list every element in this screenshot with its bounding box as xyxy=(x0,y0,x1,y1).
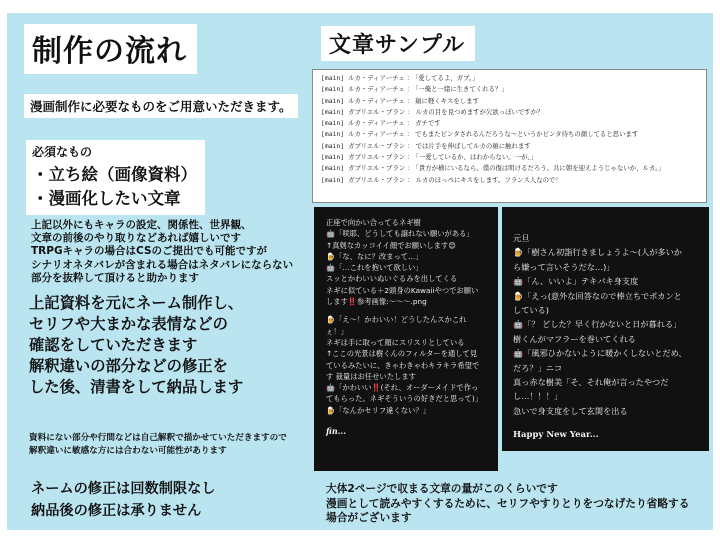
log-text: でもまたピンタされるんだろうな〜というかピンタ待ちの顔してると思います xyxy=(415,130,639,139)
log-speaker: ガブリエル・ブラン xyxy=(348,141,406,150)
requirements-box xyxy=(26,140,205,215)
note-line: 大体2ページで収まる文章の量がこのくらいです xyxy=(326,482,558,495)
story-left-signoff: fin... xyxy=(326,426,346,437)
log-line: [main] ガブリエル・ブラン ： 「貴方が横にいるなら、僕の復は明けるだろう。共に朝を迎えようじゃないか、ルカ。」 xyxy=(321,164,665,173)
additional-info-note xyxy=(31,219,293,285)
note-line: TRPGキャラの場合はCSのご提出でも可能ですが xyxy=(31,245,268,258)
story-line: 真っ赤な樹美「そ、それ俺が言ったやつだ xyxy=(513,377,669,388)
text-sample-title: 文章サンプル xyxy=(321,26,475,61)
story-line: ネギに似ている＋2頭身のKawaiiやつでお願い xyxy=(326,285,479,295)
story-sample-left xyxy=(314,207,498,471)
policy-line: ネームの修正は回数制限なし xyxy=(31,481,216,497)
log-speaker: ガブリエル・ブラン xyxy=(348,164,406,173)
story-line: てもらった。ネギそういうの好きだと思って)」 xyxy=(326,394,483,404)
story-line: 正座で向かい合ってるネギ樹 xyxy=(326,218,421,227)
note-line: 資料にない部分や行間などは自己解釈で描かせていただきますので xyxy=(29,433,287,443)
story-line: ているみたいに、きゃわきゃわキラキラ希望で xyxy=(326,360,480,370)
story-line: す 裁量はお任せいたします xyxy=(326,371,416,381)
log-line: [main] ガブリエル・ブラン ： 「一愛しているか、はわからない。一が、」 xyxy=(321,153,538,162)
story-line: 🤖「咲耶、どうしても譲れない願いがある」 xyxy=(326,229,474,239)
log-speaker: ガブリエル・ブラン xyxy=(348,107,406,116)
requirement-item: ・立ち絵（画像資料） xyxy=(32,165,197,184)
story-line: し…！！！」 xyxy=(513,391,563,402)
log-speaker: ガブリエル・ブラン xyxy=(348,175,406,184)
log-speaker: ルカ・ディアーチェ xyxy=(348,85,405,94)
note-line: シナリオネタバレが含まれる場合はネタバレにならない xyxy=(31,258,294,271)
log-tag: [main] xyxy=(321,175,345,184)
log-tag: [main] xyxy=(321,119,345,128)
description-line: 上記資料を元にネーム制作し、 xyxy=(29,294,244,312)
log-line: [main] ガブリエル・ブラン ： ルカの目を見つめますが欠欲っぽいですか？ xyxy=(321,107,544,116)
story-line: 元旦 xyxy=(513,233,530,243)
intro-label: 漫画制作に必要なものをご用意いただきます。 xyxy=(24,94,298,118)
story-line: 🍺「な、なに？改まって…」 xyxy=(326,251,423,261)
story-line: 樹くんがマフラーを巻いてくれる xyxy=(513,333,636,344)
story-line: ↑ここの光景は樹くんのフィルターを通して見 xyxy=(326,349,478,359)
production-flow-title: 制作の流れ xyxy=(24,24,197,74)
story-line: 急いで身支度をして玄関を出る xyxy=(513,405,628,416)
story-lines xyxy=(513,231,701,418)
log-text: 「貴方が横にいるなら、僕の復は明けるだろう。共に朝を迎えようじゃないか、ルカ。」 xyxy=(415,164,665,173)
log-tag: [main] xyxy=(321,85,345,94)
policy-line: 納品後の修正は承りません xyxy=(31,503,202,519)
line-gap xyxy=(326,307,488,314)
note-line: 上記以外にもキャラの設定、関係性、世界観、 xyxy=(31,219,252,231)
story-sample-right xyxy=(502,207,709,451)
story-line: ↑真剣なカッコイイ顔でお願いします😊 xyxy=(326,240,456,250)
log-text: ルカの目を見つめますが欠欲っぽいですか？ xyxy=(415,107,544,116)
note-line: 漫画として読みやすくするために、セリフやすりとりをつなげたり省略する xyxy=(326,496,690,510)
story-line: ネギは手に取って顔にスリスリとしている xyxy=(326,337,465,347)
story-line: 🤖「…これを抱いて欲しい」 xyxy=(326,263,423,273)
note-line: 部分を抜粋して頂けると助かります xyxy=(31,271,199,284)
story-line: ら嫌って言いそうだな…)」 xyxy=(513,261,615,272)
story-line: 🍺「えっ(意外な回答なので棒立ちでポカンと xyxy=(513,290,682,301)
note-line: 場合がございます xyxy=(326,511,412,524)
story-line: 🤖「？ どした？早く行かないと日が暮れる」 xyxy=(513,319,682,330)
description-line: 確認をしていただきます xyxy=(29,336,198,354)
log-tag: [main] xyxy=(321,74,345,82)
log-text: ルカのほっぺにキスをします。フランス人なので！ xyxy=(415,175,562,184)
story-line: している) xyxy=(513,305,549,316)
log-line: [main] ガブリエル・ブラン ： ルカのほっぺにキスをします。フランス人なので！ xyxy=(321,175,562,184)
description-line: した後、清書をして納品します xyxy=(29,378,244,396)
process-description xyxy=(29,293,243,398)
description-line: 解釈違いの部分などの修正を xyxy=(29,357,228,375)
log-speaker: ルカ・ディアーチェ xyxy=(348,96,405,105)
interpretation-note xyxy=(29,432,287,458)
log-text: ガチです xyxy=(415,119,441,128)
story-line: だろ？」ニコ xyxy=(513,362,563,373)
story-line: 🍺「なんかセリフ違くない？」 xyxy=(326,405,430,415)
log-tag: [main] xyxy=(321,153,345,162)
log-text: では片手を伸ばしてルカの頬に触れます xyxy=(415,141,531,150)
story-line: 🍺「樹さん初詣行きましょうよ〜(人が多いか xyxy=(513,247,682,258)
log-tag: [main] xyxy=(321,141,345,150)
story-lines xyxy=(326,217,488,416)
log-line: [main] ルカ・ディアーチェ ： 「愛してるよ、ガブ。」 xyxy=(321,74,479,82)
note-line: 解釈違いに敏感な方には合わない可能性があります xyxy=(29,446,227,456)
story-line: 🤖「風邪ひかないように暖かくしないとだめ、 xyxy=(513,348,687,359)
log-text: 「一愛しているか、はわからない。一が、」 xyxy=(415,153,538,162)
log-speaker: ルカ・ディアーチェ xyxy=(348,74,405,82)
story-right-signoff: Happy New Year... xyxy=(513,430,599,441)
note-line: 文章の前後のやり取りなどあれば嬉しいです xyxy=(31,232,241,245)
log-text: 頬に軽くキスをします xyxy=(415,96,479,105)
story-line: 🤖「かわいい‼️(それ、オーダーメイドで作っ xyxy=(326,383,479,393)
log-line: [main] ルカ・ディアーチェ ： ガチです xyxy=(321,119,441,128)
log-text: 「愛してるよ、ガブ。」 xyxy=(415,74,479,82)
description-line: セリフや大まかな表情などの xyxy=(29,315,228,333)
log-text: 「一俺と一緒に生きてくれる？」 xyxy=(415,85,508,94)
requirement-item: ・漫画化したい文章 xyxy=(32,189,181,208)
chat-log-panel xyxy=(312,69,707,203)
log-speaker: ガブリエル・ブラン xyxy=(348,153,406,162)
log-tag: [main] xyxy=(321,107,345,116)
log-speaker: ルカ・ディアーチェ xyxy=(348,130,405,139)
requirements-heading: 必須なもの xyxy=(32,145,93,159)
story-line: スッとかわいいぬいぐるみを出してくる xyxy=(326,274,458,284)
log-tag: [main] xyxy=(321,96,345,105)
log-tag: [main] xyxy=(321,164,345,173)
log-tag: [main] xyxy=(321,130,345,139)
log-speaker: ルカ・ディアーチェ xyxy=(348,119,405,128)
story-line: 🍺「え〜！かわいい！どうしたんスかこれ xyxy=(326,315,467,325)
story-line: 🤖「ん、いいよ」テキパキ身支度 xyxy=(513,276,639,287)
log-line: [main] ガブリエル・ブラン ： では片手を伸ばしてルカの頬に触れます xyxy=(321,141,531,150)
story-line: します‼️参考画像:〜〜〜.png xyxy=(326,297,427,307)
volume-note xyxy=(326,482,689,526)
log-line: [main] ルカ・ディアーチェ ： 「一俺と一緒に生きてくれる？」 xyxy=(321,85,508,94)
story-line: ぇ！」 xyxy=(326,326,348,336)
log-line: [main] ルカ・ディアーチェ ： でもまたピンタされるんだろうな〜というかピンタ待ちの顔してると思います xyxy=(321,130,639,139)
log-line: [main] ルカ・ディアーチェ ： 頬に軽くキスをします xyxy=(321,96,479,105)
revision-policy xyxy=(31,478,215,522)
